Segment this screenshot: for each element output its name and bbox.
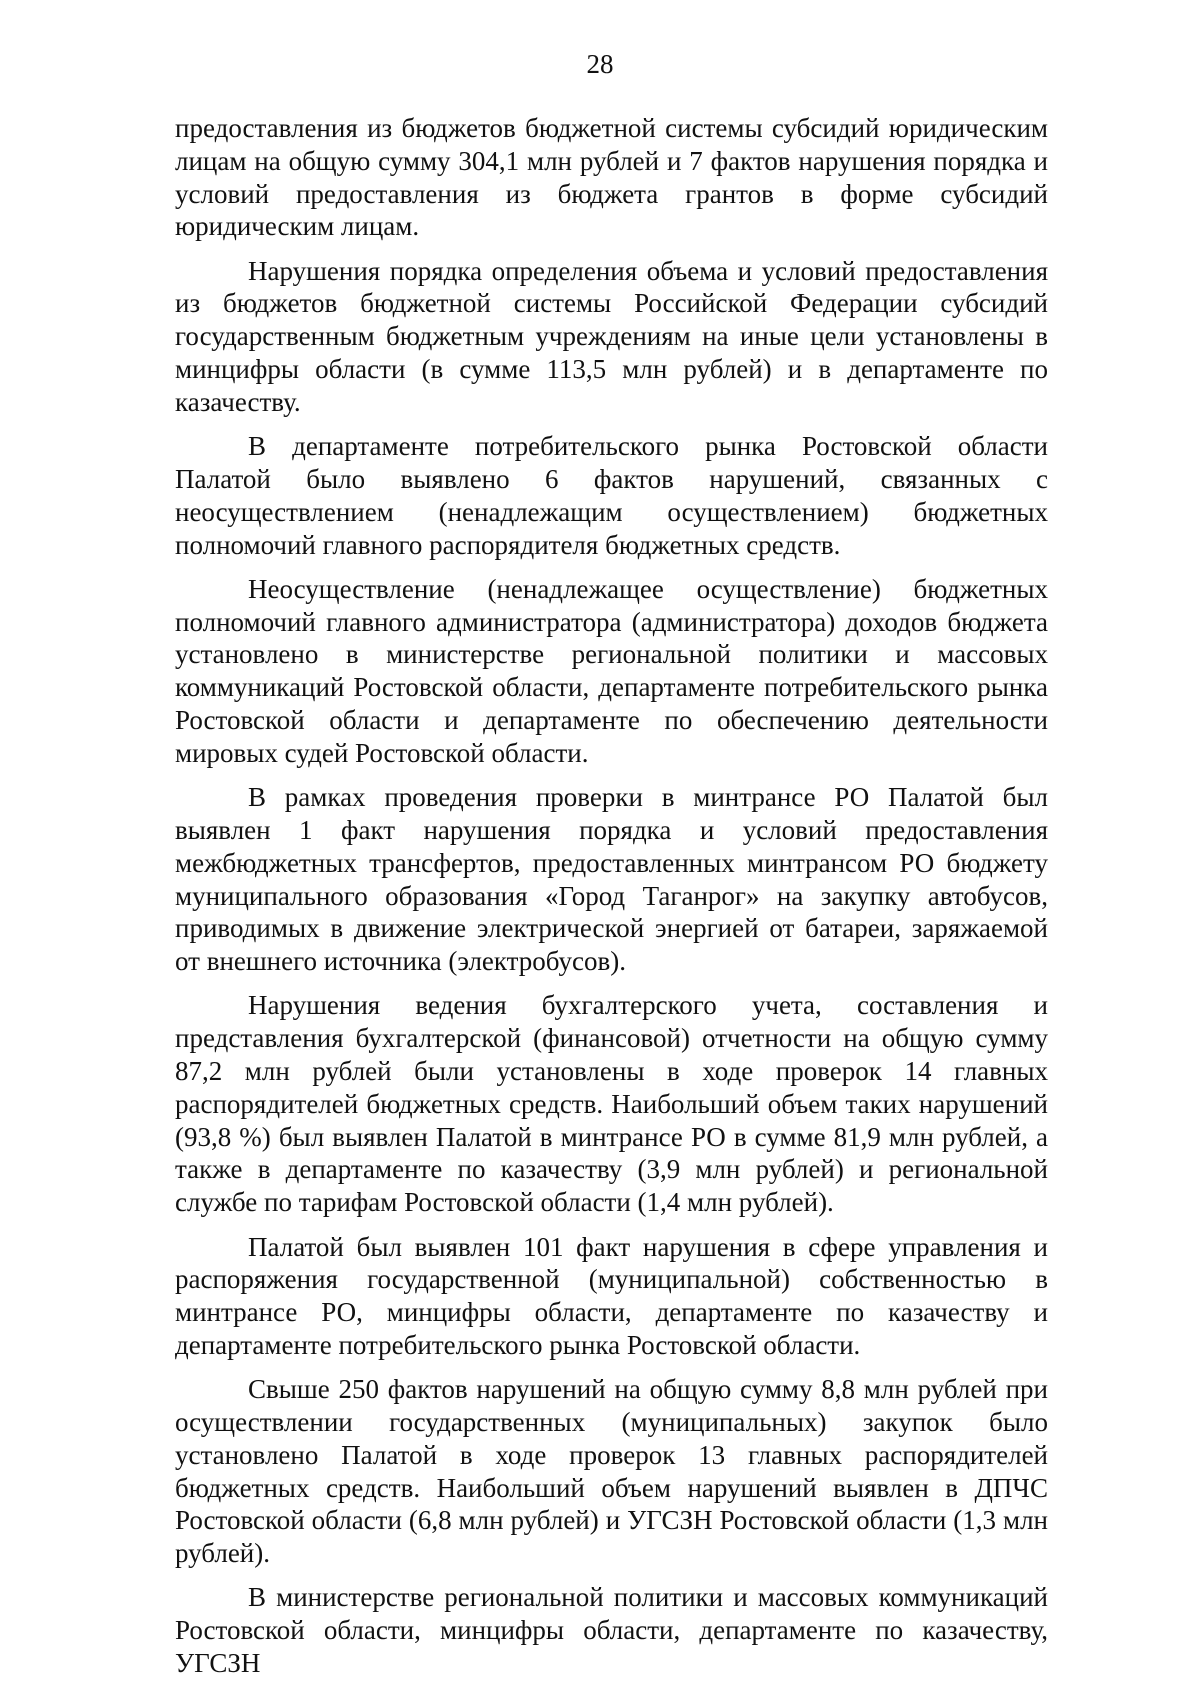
paragraph: В министерстве региональной политики и массовых коммуникаций Ростовской области, минцифры области, департаменте по казачеству, УГСЗН	[175, 1582, 1048, 1679]
paragraph: Неосуществление (ненадлежащее осуществление) бюджетных полномочий главного администратора (администратора) доходов бюджета установлено в министерстве региональной политики и массовых коммуникаций Ростовской области, департаменте потребительского рынка Ростовской области и департаменте по обеспечению деятельности мировых судей Ростовской области.	[175, 573, 1048, 768]
paragraph: Свыше 250 фактов нарушений на общую сумму 8,8 млн рублей при осуществлении государственных (муниципальных) закупок было установлено Палатой в ходе проверок 13 главных распорядителей бюджетных средств. Наибольший объем нарушений выявлен в ДПЧС Ростовской области (6,8 млн рублей) и УГСЗН Ростовской области (1,3 млн рублей).	[175, 1374, 1048, 1569]
paragraph: Палатой был выявлен 101 факт нарушения в сфере управления и распоряжения государственной (муниципальной) собственностью в минтрансе РО, минцифры области, департаменте по казачеству и департаменте потребительского рынка Ростовской области.	[175, 1231, 1048, 1360]
body-text	[175, 112, 1048, 1691]
page-number: 28	[586, 49, 614, 79]
paragraph: В департаменте потребительского рынка Ростовской области Палатой было выявлено 6 фактов нарушений, связанных с неосуществлением (ненадлежащим осуществлением) бюджетных полномочий главного распорядителя бюджетных средств.	[175, 431, 1048, 560]
paragraph: Нарушения ведения бухгалтерского учета, составления и представления бухгалтерской (финансовой) отчетности на общую сумму 87,2 млн рублей были установлены в ходе проверок 14 главных распорядителей бюджетных средств. Наибольший объем таких нарушений (93,8 %) был выявлен Палатой в минтрансе РО в сумме 81,9 млн рублей, а также в департаменте по казачеству (3,9 млн рублей) и региональной службе по тарифам Ростовской области (1,4 млн рублей).	[175, 990, 1048, 1218]
paragraph: В рамках проведения проверки в минтрансе РО Палатой был выявлен 1 факт нарушения порядка и условий предоставления межбюджетных трансфертов, предоставленных минтрансом РО бюджету муниципального образования «Город Таганрог» на закупку автобусов, приводимых в движение электрической энергией от батареи, заряжаемой от внешнего источника (электробусов).	[175, 782, 1048, 977]
paragraph: Нарушения порядка определения объема и условий предоставления из бюджетов бюджетной системы Российской Федерации субсидий государственным бюджетным учреждениям на иные цели установлены в минцифры области (в сумме 113,5 млн рублей) и в департаменте по казачеству.	[175, 255, 1048, 417]
paragraph: предоставления из бюджетов бюджетной системы субсидий юридическим лицам на общую сумму 304,1 млн рублей и 7 фактов нарушения порядка и условий предоставления из бюджета грантов в форме субсидий юридическим лицам.	[175, 113, 1048, 242]
